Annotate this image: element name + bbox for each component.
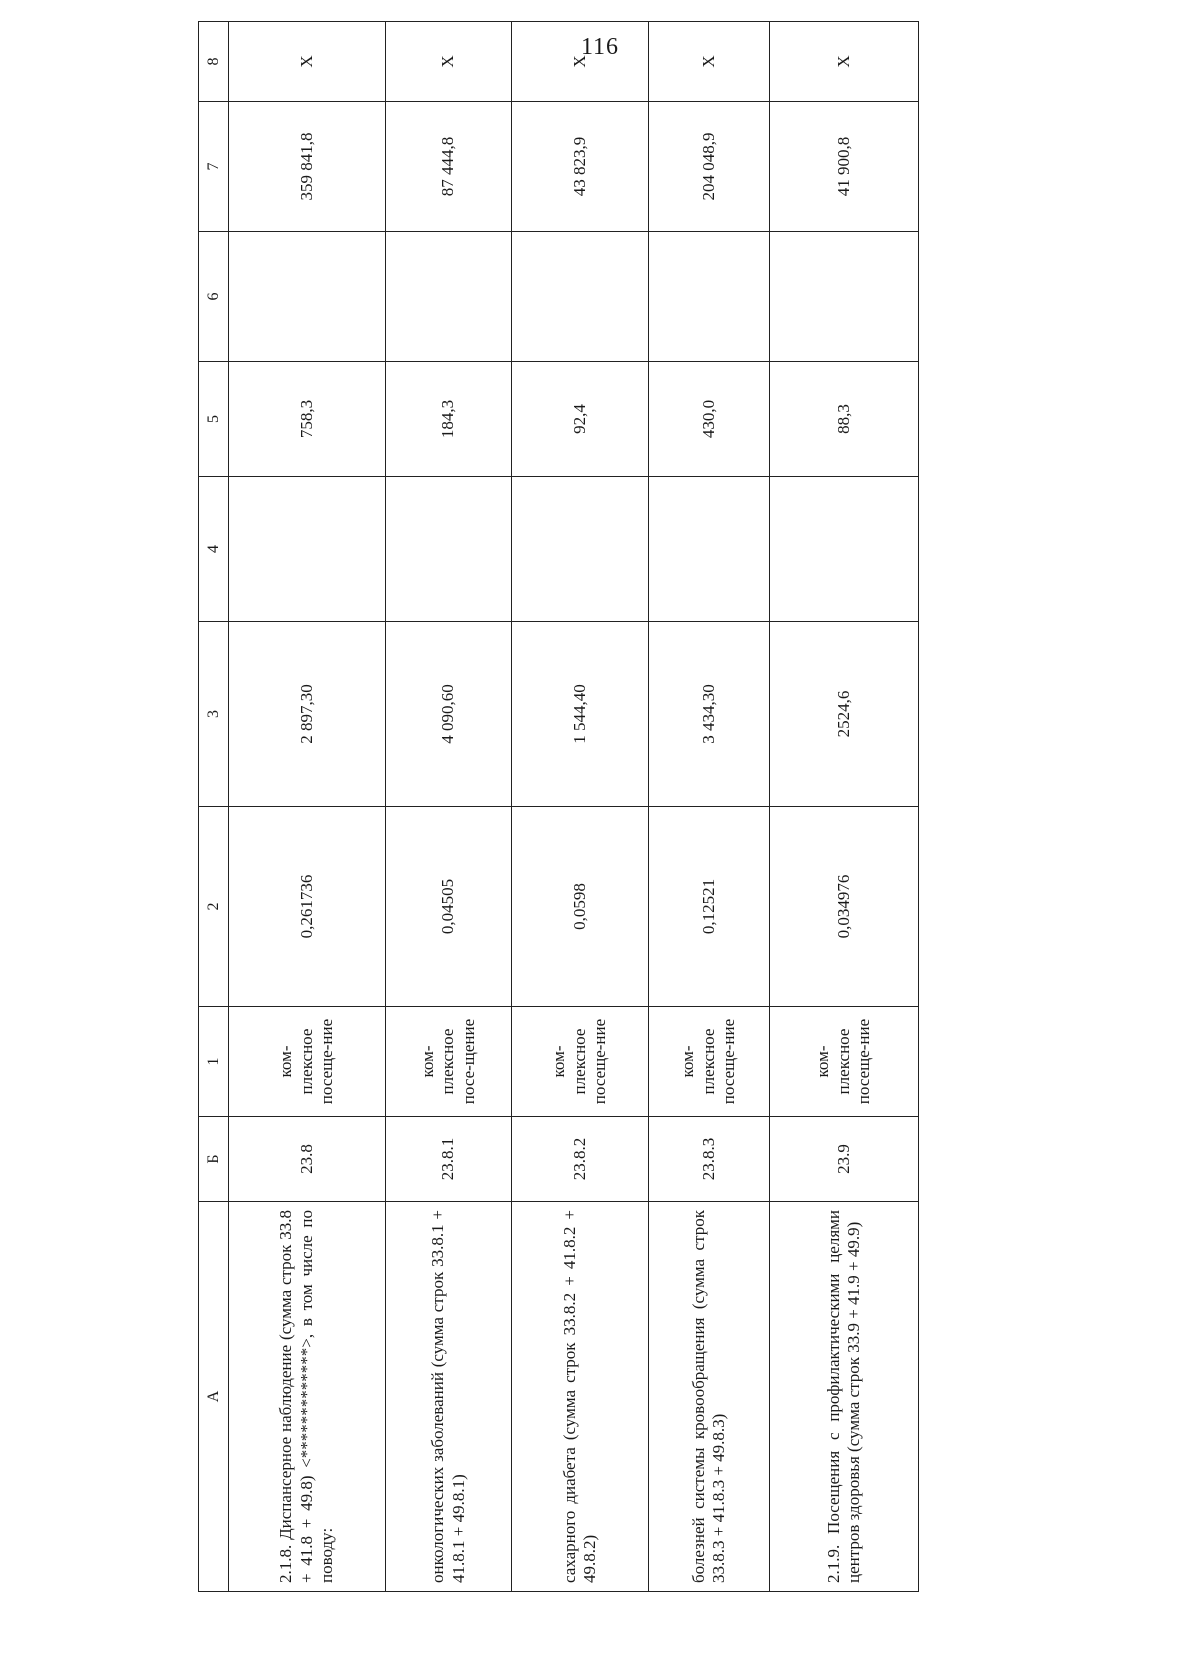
- row-code-cell: 23.8.3: [649, 1117, 770, 1202]
- rotated-table-container: [198, 55, 918, 1592]
- header-row: [199, 22, 229, 1592]
- value-cell-4: [386, 477, 512, 622]
- value-cell-2: 0,04505: [386, 807, 512, 1007]
- table-row: [649, 22, 770, 1592]
- value-cell-2: 0,12521: [649, 807, 770, 1007]
- row-code-cell: 23.8.2: [512, 1117, 649, 1202]
- value-cell-7: 359 841,8: [229, 102, 386, 232]
- unit-cell: ком-плексное посеще-ние: [512, 1007, 649, 1117]
- header-cell-4: 4: [199, 477, 229, 622]
- value-cell-6: [386, 232, 512, 362]
- value-cell-8: Х: [770, 22, 919, 102]
- header-cell-b: Б: [199, 1117, 229, 1202]
- value-cell-8: Х: [512, 22, 649, 102]
- value-cell-4: [770, 477, 919, 622]
- value-cell-4: [229, 477, 386, 622]
- header-cell-a: А: [199, 1202, 229, 1592]
- value-cell-3: 3 434,30: [649, 622, 770, 807]
- value-cell-2: 0,0598: [512, 807, 649, 1007]
- page-number: 116: [580, 34, 620, 60]
- value-cell-6: [770, 232, 919, 362]
- value-cell-8: Х: [649, 22, 770, 102]
- header-cell-8: 8: [199, 22, 229, 102]
- row-code-cell: 23.8: [229, 1117, 386, 1202]
- value-cell-5: 758,3: [229, 362, 386, 477]
- row-code-cell: 23.9: [770, 1117, 919, 1202]
- unit-cell: ком-плексное посеще-ние: [649, 1007, 770, 1117]
- value-cell-3: 2524,6: [770, 622, 919, 807]
- row-name-cell: 2.1.9. Посещения с профилактическими целями центров здоровья (сумма строк 33.9 + 41.9 + 49.9): [770, 1202, 919, 1592]
- value-cell-6: [512, 232, 649, 362]
- value-cell-7: 87 444,8: [386, 102, 512, 232]
- header-cell-6: 6: [199, 232, 229, 362]
- data-table: [198, 21, 919, 1592]
- value-cell-2: 0,261736: [229, 807, 386, 1007]
- unit-cell: ком-плексное посеще-ние: [229, 1007, 386, 1117]
- value-cell-8: Х: [229, 22, 386, 102]
- header-cell-3: 3: [199, 622, 229, 807]
- value-cell-3: 4 090,60: [386, 622, 512, 807]
- row-code-cell: 23.8.1: [386, 1117, 512, 1202]
- value-cell-2: 0,034976: [770, 807, 919, 1007]
- value-cell-4: [649, 477, 770, 622]
- value-cell-6: [229, 232, 386, 362]
- value-cell-5: 92,4: [512, 362, 649, 477]
- unit-cell: ком-плексное посе-щение: [386, 1007, 512, 1117]
- row-name-cell: болезней системы кровообращения (сумма строк 33.8.3 + 41.8.3 + 49.8.3): [649, 1202, 770, 1592]
- value-cell-5: 430,0: [649, 362, 770, 477]
- header-cell-5: 5: [199, 362, 229, 477]
- value-cell-3: 1 544,40: [512, 622, 649, 807]
- value-cell-8: Х: [386, 22, 512, 102]
- header-cell-2: 2: [199, 807, 229, 1007]
- value-cell-7: 43 823,9: [512, 102, 649, 232]
- table-row: [512, 22, 649, 1592]
- row-name-cell: 2.1.8. Диспансерное наблюдение (сумма строк 33.8 + 41.8 + 49.8) <*************>, в том числе по поводу:: [229, 1202, 386, 1592]
- table-row: [386, 22, 512, 1592]
- value-cell-4: [512, 477, 649, 622]
- header-cell-7: 7: [199, 102, 229, 232]
- row-name-cell: сахарного диабета (сумма строк 33.8.2 + 41.8.2 + 49.8.2): [512, 1202, 649, 1592]
- unit-cell: ком-плексное посеще-ние: [770, 1007, 919, 1117]
- value-cell-3: 2 897,30: [229, 622, 386, 807]
- value-cell-5: 184,3: [386, 362, 512, 477]
- header-cell-1: 1: [199, 1007, 229, 1117]
- row-name-cell: онкологических заболеваний (сумма строк 33.8.1 + 41.8.1 + 49.8.1): [386, 1202, 512, 1592]
- value-cell-7: 204 048,9: [649, 102, 770, 232]
- value-cell-5: 88,3: [770, 362, 919, 477]
- table-row: [229, 22, 386, 1592]
- table-row: [770, 22, 919, 1592]
- value-cell-6: [649, 232, 770, 362]
- value-cell-7: 41 900,8: [770, 102, 919, 232]
